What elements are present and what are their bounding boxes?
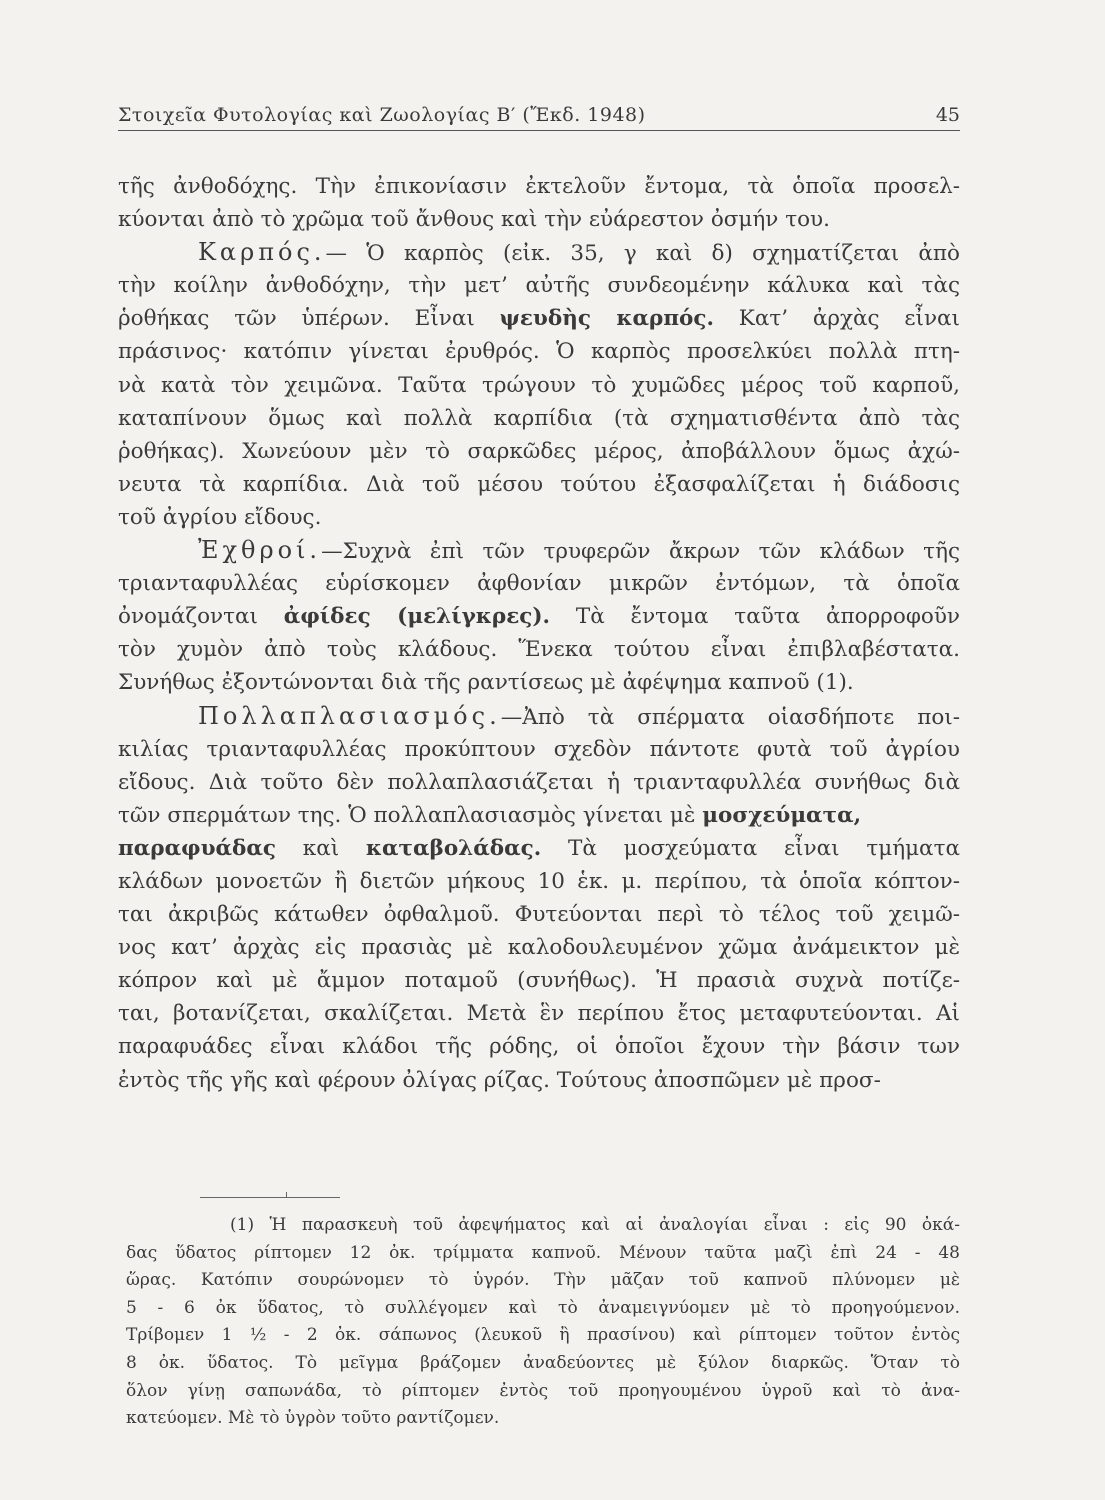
body-line <box>118 534 960 567</box>
section-heading: Καρπός. <box>198 238 326 267</box>
bold-term: ψευδὴς καρπός. <box>499 306 714 332</box>
body-line-text: —Ἀπὸ τὰ σπέρματα οἱασδήποτε ποι- <box>500 704 960 730</box>
bold-term: παραφυάδας <box>118 835 277 861</box>
body-line: τὸν χυμὸν ἀπὸ τοὺς κλάδους. Ἕνεκα τούτου εἶναι ἐπιβλαβέστατα. <box>118 637 960 663</box>
body-line: νος κατ’ ἀρχὰς εἰς πρασιὰς μὲ καλοδουλευμένον χῶμα ἀνάμεικτον μὲ <box>118 935 960 961</box>
page-number: 45 <box>935 104 960 126</box>
body-line: ἐντὸς τῆς γῆς καὶ φέρουν ὀλίγας ρίζας. Τούτους ἀποσπῶμεν μὲ προσ- <box>118 1067 881 1093</box>
body-line: νευτα τὰ καρπίδια. Διὰ τοῦ μέσου τούτου ἐξασφαλίζεται ἡ διάδοσις <box>118 471 960 497</box>
body-line: τὴν κοίλην ἀνθοδόχην, τὴν μετ’ αὐτῆς συνδεομένην κάλυκα καὶ τὰς <box>118 273 960 299</box>
running-header <box>118 100 960 131</box>
body-line-text: Τὰ ἔντομα ταῦτα ἀπορροφοῦν <box>550 604 960 630</box>
body-line-text: καὶ <box>276 835 366 861</box>
body-line: νὰ κατὰ τὸν χειμῶνα. Ταῦτα τρώγουν τὸ χυμῶδες μέρος τοῦ καρποῦ, <box>118 372 960 398</box>
body-line-text: Τὰ μοσχεύματα εἶναι τμήματα <box>541 835 960 861</box>
footnote-line: ὥρας. Κατόπιν σουρώνομεν τὸ ὑγρόν. Τὴν μᾶζαν τοῦ καπνοῦ πλύνομεν μὲ <box>126 1270 960 1291</box>
body-line <box>118 832 960 865</box>
footnote-line: δας ὕδατος ρίπτομεν 12 ὀκ. τρίμματα καπνοῦ. Μένουν ταῦτα μαζὶ ἐπὶ 24 - 48 <box>126 1242 960 1263</box>
body-line: ται ἀκριβῶς κάτωθεν ὀφθαλμοῦ. Φυτεύονται περὶ τὸ τέλος τοῦ χειμῶ- <box>118 902 960 928</box>
footnote-line: 5 - 6 ὀκ ὕδατος, τὸ συλλέγομεν καὶ τὸ ἀναμειγνύομεν μὲ τὸ προηγούμενον. <box>126 1297 960 1318</box>
bold-term: καταβολάδας. <box>365 835 542 861</box>
body-line: παραφυάδες εἶναι κλάδοι τῆς ρόδης, οἱ ὁποῖοι ἔχουν τὴν βάσιν των <box>118 1034 960 1060</box>
body-line: τοῦ ἀγρίου εἴδους. <box>118 504 322 530</box>
body-line: τριανταφυλλέας εὑρίσκομεν ἀφθονίαν μικρῶν ἐντόμων, τὰ ὁποῖα <box>118 571 960 597</box>
body-line-text: ῥοθήκας τῶν ὑπέρων. Εἶναι <box>118 306 500 332</box>
body-line: ῥοθήκας). Χωνεύουν μὲν τὸ σαρκῶδες μέρος, ἀποβάλλουν ὅμως ἀχώ- <box>118 438 960 464</box>
body-line-text: —Συχνὰ ἐπὶ τῶν τρυφερῶν ἄκρων τῶν κλάδων τῆς <box>321 539 960 565</box>
body-line: κιλίας τριανταφυλλέας προκύπτουν σχεδὸν πάντοτε φυτὰ τοῦ ἀγρίου <box>118 736 960 762</box>
footnote-rule <box>200 1197 340 1198</box>
body-line-text: — Ὁ καρπὸς (εἰκ. 35, γ καὶ δ) σχηματίζεται ἀπὸ <box>325 241 960 267</box>
footnote-line: Τρίβομεν 1 ½ - 2 ὀκ. σάπωνος (λευκοῦ ἢ πρασίνου) καὶ ρίπτομεν τοῦτον ἐντὸς <box>126 1325 960 1346</box>
body-line: ται, βοτανίζεται, σκαλίζεται. Μετὰ ἓν περίπου ἔτος μεταφυτεύονται. Αἱ <box>118 1001 960 1027</box>
body-line: κύονται ἀπὸ τὸ χρῶμα τοῦ ἄνθους καὶ τὴν εὐάρεστον ὀσμήν του. <box>118 207 830 233</box>
body-line: καταπίνουν ὅμως καὶ πολλὰ καρπίδια (τὰ σχηματισθέντα ἀπὸ τὰς <box>118 405 960 431</box>
body-line-text: ὀνομάζονται <box>118 604 284 630</box>
body-line: κλάδων μονοετῶν ἢ διετῶν μήκους 10 ἑκ. μ. περίπου, τὰ ὁποῖα κόπτον- <box>118 868 960 894</box>
body-line-text: Κατ’ ἀρχὰς εἶναι <box>713 306 960 332</box>
section-heading: Ἐχθροί. <box>198 536 322 565</box>
body-line <box>118 700 960 733</box>
footnote-line: κατεύομεν. Μὲ τὸ ὑγρὸν τοῦτο ραντίζομεν. <box>126 1408 500 1429</box>
footnotes <box>126 1212 960 1433</box>
body-line <box>118 236 960 269</box>
body-line: εἴδους. Διὰ τοῦτο δὲν πολλαπλασιάζεται ἡ τριανταφυλλέα συνήθως διὰ <box>118 769 960 795</box>
body-line <box>118 600 960 633</box>
footnote-line: ὅλον γίνῃ σαπωνάδα, τὸ ρίπτομεν ἐντὸς τοῦ προηγουμένου ὑγροῦ καὶ τὸ ἀνα- <box>126 1380 960 1401</box>
body-line: τῆς ἀνθοδόχης. Τὴν ἐπικονίασιν ἐκτελοῦν ἔντομα, τὰ ὁποῖα προσελ- <box>118 174 960 199</box>
footnote-rule-tick <box>286 1192 287 1198</box>
body-line-text: τῶν σπερμάτων της. Ὁ πολλαπλασιασμὸς γίνεται μὲ <box>118 802 703 828</box>
bold-term: ἀφίδες (μελίγκρες). <box>283 604 551 630</box>
section-heading: Πολλαπλασιασμός. <box>198 701 501 730</box>
body-line <box>118 799 960 832</box>
body-line: πράσινος· κατόπιν γίνεται ἐρυθρός. Ὁ καρπὸς προσελκύει πολλὰ πτη- <box>118 339 960 365</box>
body-line: κόπρον καὶ μὲ ἄμμον ποταμοῦ (συνήθως). Ἡ πρασιὰ συχνὰ ποτίζε- <box>118 968 960 994</box>
bold-term: μοσχεύματα, <box>702 802 862 828</box>
footnote-line: 8 ὀκ. ὕδατος. Τὸ μεῖγμα βράζομεν ἀναδεύοντες μὲ ξύλον διαρκῶς. Ὅταν τὸ <box>126 1352 960 1373</box>
body-line <box>118 302 960 335</box>
body-text <box>118 170 960 1097</box>
running-title: Στοιχεῖα Φυτολογίας καὶ Ζωολογίας Β′ (Ἔκδ. 1948) <box>118 104 646 126</box>
body-line: Συνήθως ἐξοντώνονται διὰ τῆς ραντίσεως μὲ ἀφέψημα καπνοῦ (1). <box>118 670 854 696</box>
footnote-line: (1) Ἡ παρασκευὴ τοῦ ἀφεψήματος καὶ αἱ ἀναλογίαι εἶναι : εἰς 90 ὀκά- <box>230 1215 960 1235</box>
